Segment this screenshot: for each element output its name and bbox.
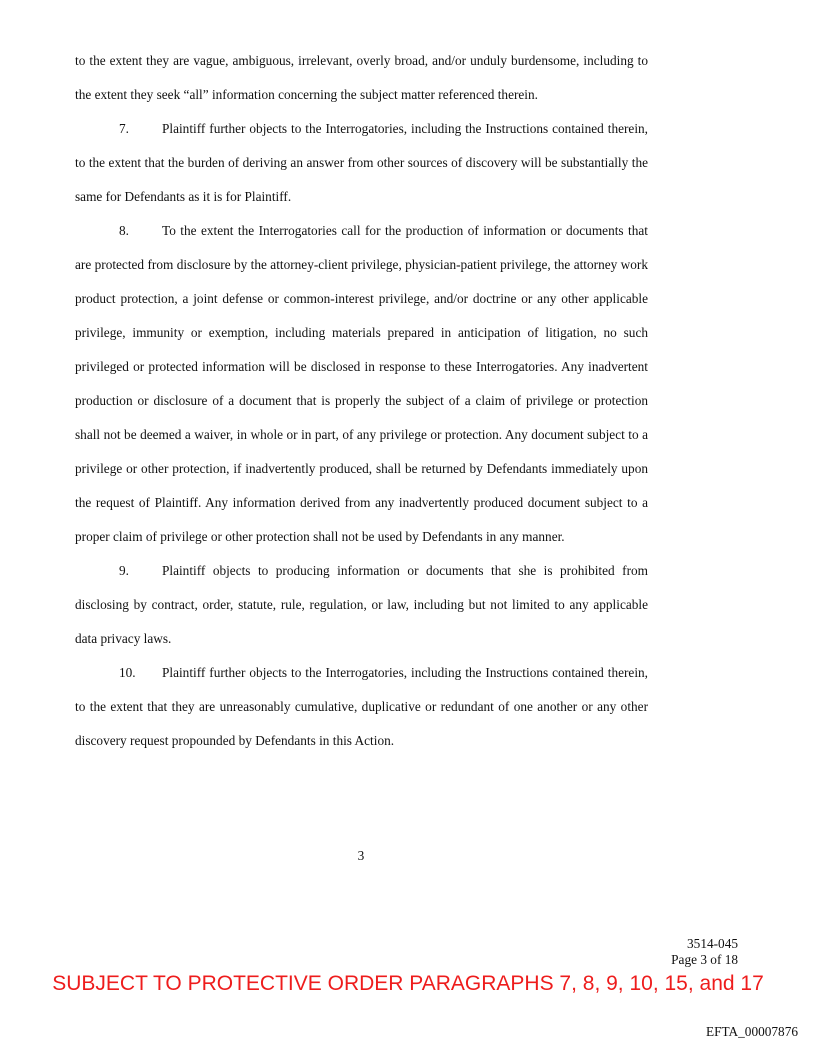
paragraph-text: to the extent they are vague, ambiguous, irrelevant, overly broad, and/or unduly burdensome, including to the extent they seek “all” information concerning the subject matter referenced therein. <box>75 53 648 102</box>
document-reference <box>671 936 738 968</box>
paragraph-continued <box>75 44 648 112</box>
paragraph-number: 10. <box>119 665 136 680</box>
paragraph-number: 9. <box>119 563 129 578</box>
document-id: 3514-045 <box>687 936 738 951</box>
page-of-total: Page 3 of 18 <box>671 952 738 967</box>
paragraph-text: Plaintiff objects to producing information or documents that she is prohibited from disclosing by contract, order, statute, rule, regulation, or law, including but not limited to any applicable data privacy laws. <box>75 563 648 646</box>
paragraph-9 <box>75 554 648 656</box>
paragraph-number: 7. <box>119 121 129 136</box>
paragraph-text: Plaintiff further objects to the Interrogatories, including the Instructions contained therein, to the extent that they are unreasonably cumulative, duplicative or redundant of one another or any other discovery request propounded by Defendants in this Action. <box>75 665 648 748</box>
paragraph-text: Plaintiff further objects to the Interrogatories, including the Instructions contained therein, to the extent that the burden of deriving an answer from other sources of discovery will be substantially the same for Defendants as it is for Plaintiff. <box>75 121 648 204</box>
paragraph-number: 8. <box>119 223 129 238</box>
paragraph-10 <box>75 656 648 758</box>
document-body <box>75 44 648 758</box>
paragraph-7 <box>75 112 648 214</box>
paragraph-8 <box>75 214 648 554</box>
page-number: 3 <box>357 848 365 863</box>
bates-number: EFTA_00007876 <box>705 1024 798 1039</box>
paragraph-text: To the extent the Interrogatories call for the production of information or documents that are protected from disclosure by the attorney-client privilege, physician-patient privilege, the attorney work product protection, a joint defense or common-interest privilege, and/or doctrine or any other applicable privilege, immunity or exemption, including materials prepared in anticipation of litigation, no such privileged or protected information will be disclosed in response to these Interrogatories. Any inadvertent production or disclosure of a document that is properly the subject of a claim of privilege or protection shall not be deemed a waiver, in whole or in part, of any privilege or protection. Any document subject to a privilege or other protection, if inadvertently produced, shall be returned by Defendants immediately upon the request of Plaintiff. Any information derived from any inadvertently produced document subject to a proper claim of privilege or other protection shall not be used by Defendants in any manner. <box>75 223 648 544</box>
protective-order-banner: SUBJECT TO PROTECTIVE ORDER PARAGRAPHS 7, 8, 9, 10, 15, and 17 <box>52 972 764 995</box>
